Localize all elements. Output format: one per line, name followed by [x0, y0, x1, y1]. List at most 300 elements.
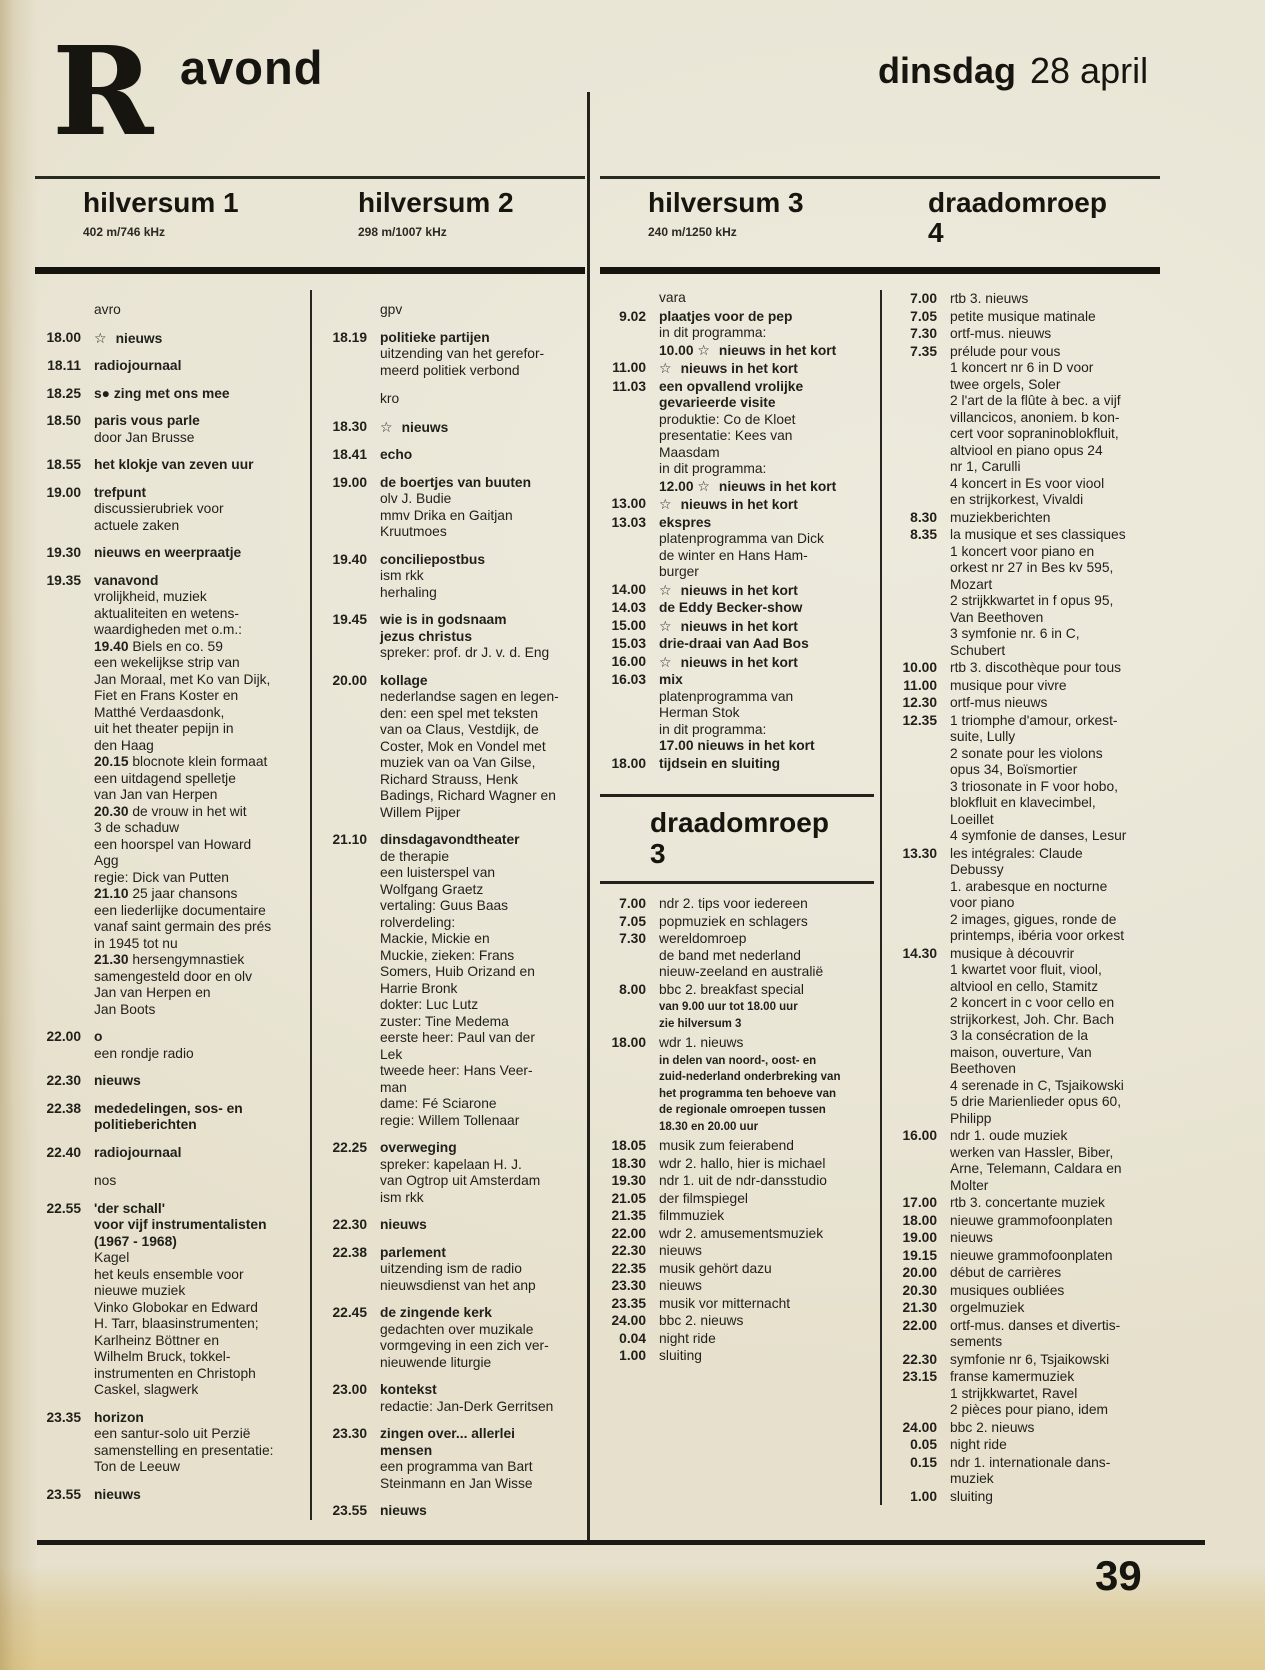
- program-detail: 1 kwartet voor fluit, viool,: [950, 962, 1102, 977]
- program-time: 19.35: [46, 572, 81, 588]
- program-detail: politieberichten: [94, 1117, 197, 1132]
- program-time: 20.00: [902, 1265, 937, 1280]
- program-time: 16.03: [611, 672, 646, 687]
- program-detail: Mackie, Mickie en: [380, 931, 490, 946]
- program-body: [380, 1382, 579, 1415]
- program-body: [950, 344, 1154, 509]
- program-time: 22.00: [611, 1225, 646, 1241]
- program-body: [94, 1073, 304, 1090]
- program-title: ☆ nieuws in het kort: [659, 496, 798, 512]
- program-time: 20.30: [902, 1282, 937, 1298]
- station-frequency: 240 m/1250 kHz: [648, 225, 737, 239]
- column-hilversum-3: [600, 290, 880, 1505]
- program-detail: 2 l'art de la flûte à bec. a vijf: [950, 393, 1121, 408]
- program-detail: nr 1, Carulli: [950, 459, 1021, 474]
- program-title: nieuws: [94, 1073, 141, 1088]
- station-header-hilversum-2: [310, 188, 585, 267]
- program-detail: regie: Willem Tollenaar: [380, 1112, 520, 1128]
- inline-time: 21.10: [94, 886, 133, 901]
- program-body: [950, 1420, 1154, 1437]
- program-body: [94, 545, 304, 562]
- program-detail: 17.00 nieuws in het kort: [659, 738, 815, 753]
- program-detail: 1 koncert nr 6 in D voor: [950, 360, 1094, 375]
- program-time: 0.15: [910, 1454, 937, 1470]
- program-detail: man: [380, 1079, 407, 1095]
- program-title: het klokje van zeven uur: [94, 457, 254, 472]
- program-row: [891, 846, 1154, 945]
- program-detail: 3 de schaduw: [94, 820, 180, 835]
- program-detail: Mozart: [950, 576, 993, 592]
- program-detail: spreker: kapelaan H. J.: [380, 1156, 522, 1172]
- program-row: [321, 612, 579, 662]
- program-time: 22.30: [611, 1243, 646, 1258]
- program-detail: 2 koncert in c voor cello en: [950, 995, 1115, 1010]
- program-row: [891, 510, 1154, 527]
- program-title: mededelingen, sos- en: [94, 1100, 243, 1116]
- program-detail: 3 symfonie nr. 6 in C,: [950, 626, 1080, 641]
- program-time: 23.15: [902, 1369, 937, 1384]
- program-time: 15.03: [611, 636, 646, 651]
- program-title: o: [94, 1029, 103, 1044]
- logo-letter-r: R: [52, 19, 154, 163]
- program-body: [659, 1138, 874, 1155]
- program-time: 16.00: [902, 1128, 937, 1143]
- program-row: [35, 1145, 304, 1162]
- program-time: 8.30: [910, 509, 937, 525]
- program-detail: een hoorspel van Howard: [94, 836, 252, 852]
- program-body: [659, 1278, 874, 1295]
- program-body: [950, 1318, 1154, 1351]
- program-body: [659, 756, 874, 773]
- program-detail: in dit programma:: [659, 721, 767, 737]
- program-title: s● zing met ons mee: [94, 385, 230, 401]
- program-row: [891, 678, 1154, 695]
- program-title: ndr 1. uit de ndr-dansstudio: [659, 1173, 827, 1188]
- program-title: nieuws: [659, 1243, 702, 1258]
- program-title: nieuwe grammofoonplaten: [950, 1247, 1113, 1263]
- program-time: 10.00: [902, 660, 937, 675]
- program-row: [35, 1410, 304, 1476]
- program-title: horizon: [94, 1409, 144, 1425]
- program-detail: Arne, Telemann, Caldara en: [950, 1161, 1122, 1176]
- program-detail: van oa Claus, Vestdijk, de: [380, 722, 539, 737]
- program-row: [321, 330, 579, 380]
- program-body: [380, 330, 579, 380]
- program-time: 19.30: [611, 1173, 646, 1188]
- program-row: [891, 344, 1154, 509]
- program-detail: 4 symfonie de danses, Lesur: [950, 828, 1127, 843]
- news-star-icon: ☆: [380, 418, 393, 435]
- program-detail: Herman Stok: [659, 705, 740, 720]
- program-time: 1.00: [619, 1348, 646, 1363]
- program-time: 13.00: [611, 496, 646, 511]
- program-detail: 1 strijkkwartet, Ravel: [950, 1385, 1078, 1401]
- program-detail: uitzending van het gerefor-: [380, 346, 545, 361]
- program-row: [600, 672, 874, 755]
- program-title: ☆ nieuws: [94, 329, 163, 346]
- program-title: ortf-mus nieuws: [950, 695, 1048, 710]
- program-body: [950, 527, 1154, 659]
- program-detail: 19.40 Biels en co. 59: [94, 638, 223, 654]
- program-time: 18.50: [46, 413, 81, 428]
- program-detail: blokfluit en klavecimbel,: [950, 795, 1096, 810]
- program-row: [600, 1278, 874, 1295]
- program-time: 0.04: [619, 1330, 646, 1346]
- program-time: 18.00: [902, 1212, 937, 1228]
- program-row: [891, 291, 1154, 308]
- program-detail: (1967 - 1968): [94, 1233, 177, 1249]
- news-star-icon: ☆: [94, 329, 107, 346]
- program-row: [600, 931, 874, 981]
- program-time: 19.15: [902, 1247, 937, 1263]
- program-time: 23.30: [332, 1426, 367, 1441]
- program-title: symfonie nr 6, Tsjaikowski: [950, 1351, 1110, 1367]
- news-star-icon: ☆: [659, 496, 672, 512]
- program-detail: muziek van oa Van Gilse,: [380, 755, 536, 770]
- program-title: parlement: [380, 1244, 446, 1260]
- program-time: 21.05: [611, 1190, 646, 1206]
- program-body: [659, 1348, 874, 1365]
- program-row: [600, 756, 874, 773]
- program-body: [659, 1208, 874, 1225]
- header-divider-bar: [600, 267, 1160, 274]
- program-time: 22.25: [332, 1140, 367, 1155]
- program-row: [321, 552, 579, 602]
- program-row: [600, 1243, 874, 1260]
- program-body: [659, 1331, 874, 1348]
- program-title: rtb 3. nieuws: [950, 291, 1029, 306]
- program-title: radiojournaal: [94, 1144, 182, 1160]
- program-detail: platenprogramma van Dick: [659, 531, 824, 546]
- program-detail: redactie: Jan-Derk Gerritsen: [380, 1398, 554, 1414]
- program-detail: actuele zaken: [94, 517, 180, 533]
- program-detail: ism rkk: [380, 568, 424, 583]
- program-detail: Steinmann en Jan Wisse: [380, 1475, 533, 1491]
- program-detail: Vinko Globokar en Edward: [94, 1299, 258, 1315]
- program-detail: Jan Moraal, met Ko van Dijk,: [94, 671, 271, 687]
- program-time: 7.00: [619, 896, 646, 911]
- program-detail: van Ogtrop uit Amsterdam: [380, 1173, 541, 1188]
- station-header-hilversum-3: [600, 188, 880, 267]
- program-body: [950, 1489, 1154, 1506]
- program-body: [659, 931, 874, 981]
- program-time: 18.55: [46, 457, 81, 472]
- program-body: [659, 672, 874, 755]
- program-time: 23.55: [332, 1503, 367, 1518]
- column-hilversum-1: [35, 290, 310, 1520]
- program-detail: in dit programma:: [659, 461, 767, 476]
- program-title: orgelmuziek: [950, 1300, 1025, 1315]
- program-time: 21.35: [611, 1208, 646, 1223]
- program-detail: vrolijkheid, muziek: [94, 589, 207, 604]
- station-name: hilversum 2: [358, 187, 514, 218]
- program-row: [891, 660, 1154, 677]
- program-detail: presentatie: Kees van: [659, 428, 793, 443]
- program-body: [380, 1217, 579, 1234]
- program-detail: Jan van Herpen en: [94, 985, 211, 1000]
- program-detail: Kruutmoes: [380, 524, 447, 539]
- program-time: 18.19: [332, 329, 367, 345]
- program-row: [35, 485, 304, 535]
- program-row: [35, 1073, 304, 1090]
- station-frequency: 298 m/1007 kHz: [358, 225, 447, 239]
- program-detail: van 9.00 uur tot 18.00 uur: [659, 1001, 798, 1013]
- program-body: [380, 1503, 579, 1520]
- program-row: [891, 946, 1154, 1128]
- program-row: [891, 1230, 1154, 1247]
- program-row: [600, 1261, 874, 1278]
- program-title: popmuziek en schlagers: [659, 913, 808, 929]
- program-row: [321, 1140, 579, 1206]
- program-detail: de winter en Hans Ham-: [659, 547, 808, 563]
- program-time: 12.35: [902, 712, 937, 728]
- program-body: [94, 1487, 304, 1504]
- program-detail: van Jan van Herpen: [94, 787, 218, 802]
- program-detail: burger: [659, 564, 699, 579]
- program-detail: dokter: Luc Lutz: [380, 997, 479, 1012]
- program-time: 7.35: [910, 343, 937, 359]
- program-time: 23.00: [332, 1382, 367, 1397]
- program-row: [600, 1156, 874, 1173]
- listings-area: [0, 176, 1265, 1520]
- program-time: 14.00: [611, 581, 646, 597]
- program-detail: Lek: [380, 1046, 403, 1062]
- program-detail: Fiet en Frans Koster en: [94, 688, 239, 703]
- program-row: [600, 600, 874, 617]
- column-draadomroep-4: [880, 290, 1160, 1505]
- program-detail: olv J. Budie: [380, 491, 452, 506]
- station-frequency: 402 m/746 kHz: [83, 225, 166, 239]
- program-title: ortf-mus. nieuws: [950, 326, 1052, 341]
- program-body: [659, 1173, 874, 1190]
- program-time: 15.00: [611, 617, 646, 633]
- program-detail: instrumenten en Christoph: [94, 1365, 256, 1381]
- program-detail: 4 serenade in C, Tsjaikowski: [950, 1077, 1124, 1093]
- program-detail: Philipp: [950, 1110, 992, 1126]
- program-title: ndr 1. oude muziek: [950, 1128, 1068, 1143]
- program-body: [950, 1437, 1154, 1454]
- program-time: 22.55: [46, 1200, 81, 1216]
- program-time: 23.35: [611, 1295, 646, 1311]
- program-row: [600, 515, 874, 581]
- program-body: [950, 1352, 1154, 1369]
- program-detail: 2 sonate pour les violons: [950, 745, 1103, 761]
- right-half: [600, 176, 1160, 1520]
- program-body: [950, 1283, 1154, 1300]
- broadcaster-label: kro: [380, 391, 400, 406]
- program-title: ☆ nieuws in het kort: [659, 617, 798, 634]
- program-title: nieuws: [659, 1278, 702, 1293]
- program-detail: nederlandse sagen en legen-: [380, 689, 559, 704]
- program-detail: Harrie Bronk: [380, 980, 458, 996]
- program-row: [600, 309, 874, 360]
- program-body: [380, 1245, 579, 1295]
- program-row: [891, 1489, 1154, 1506]
- program-row: [321, 1305, 579, 1371]
- program-detail: aktualiteiten en wetens-: [94, 605, 239, 621]
- program-time: 7.00: [910, 291, 937, 306]
- program-title: musik gehört dazu: [659, 1260, 772, 1276]
- program-body: [380, 419, 579, 437]
- program-detail: opus 34, Boïsmortier: [950, 762, 1078, 777]
- program-detail: produktie: Co de Kloet: [659, 411, 796, 427]
- program-detail: nieuwe muziek: [94, 1283, 186, 1298]
- program-detail: altviool en cello, Stamitz: [950, 978, 1098, 994]
- program-detail: samenstelling en presentatie:: [94, 1442, 274, 1458]
- program-detail: Matthé Verdaasdonk,: [94, 704, 225, 720]
- program-detail: tweede heer: Hans Veer-: [380, 1063, 533, 1078]
- program-title: ndr 1. internationale dans-: [950, 1454, 1111, 1470]
- program-row: [321, 1382, 579, 1415]
- program-title: musique à découvrir: [950, 945, 1075, 961]
- inline-time: 12.00: [659, 478, 698, 494]
- program-title: zingen over... allerlei: [380, 1426, 515, 1441]
- program-detail: den Haag: [94, 737, 154, 753]
- program-time: 7.05: [619, 913, 646, 929]
- program-title: ☆ nieuws in het kort: [659, 581, 798, 598]
- program-row: [600, 496, 874, 514]
- program-time: 13.30: [902, 845, 937, 861]
- inline-time: 20.30: [94, 803, 133, 819]
- page-number: 39: [1095, 1552, 1142, 1599]
- program-detail: Badings, Richard Wagner en: [380, 788, 556, 803]
- program-detail: Wolfgang Graetz: [380, 881, 484, 897]
- program-body: [659, 1191, 874, 1208]
- inline-time: 19.40: [94, 638, 133, 654]
- program-time: 1.00: [910, 1488, 937, 1504]
- program-body: [950, 1230, 1154, 1247]
- program-title: nieuws en weerpraatje: [94, 545, 242, 560]
- program-title: vanavond: [94, 572, 159, 588]
- program-row: [35, 545, 304, 562]
- program-detail: strijkorkest, Joh. Chr. Bach: [950, 1011, 1115, 1027]
- program-body: [659, 496, 874, 514]
- program-row: [891, 1128, 1154, 1194]
- program-title: 1 triomphe d'amour, orkest-: [950, 712, 1118, 728]
- station-header-hilversum-1: [35, 188, 310, 267]
- program-row: [600, 654, 874, 672]
- program-row: [891, 1195, 1154, 1212]
- program-body: [94, 330, 304, 348]
- program-body: [950, 678, 1154, 695]
- program-row: [600, 1348, 874, 1365]
- program-time: 18.00: [611, 1035, 646, 1050]
- program-body: [380, 832, 579, 1129]
- program-detail: een santur-solo uit Perzië: [94, 1426, 251, 1441]
- program-title: wereldomroep: [659, 931, 747, 946]
- program-detail: in delen van noord-, oost- en: [659, 1054, 817, 1067]
- header-divider-bar: [35, 267, 585, 274]
- program-row: [891, 695, 1154, 712]
- program-row: [600, 636, 874, 653]
- program-title: der filmspiegel: [659, 1190, 748, 1206]
- program-title: ☆ nieuws: [380, 418, 449, 435]
- program-detail: den: een spel met teksten: [380, 705, 538, 721]
- program-body: [950, 946, 1154, 1128]
- program-row: [891, 1265, 1154, 1282]
- program-body: [94, 573, 304, 1019]
- program-detail: suite, Lully: [950, 729, 1016, 744]
- program-title: nieuws: [94, 1486, 141, 1502]
- program-row: [600, 379, 874, 496]
- program-time: 18.00: [611, 755, 646, 771]
- program-title: wie is in godsnaam: [380, 612, 507, 627]
- program-time: 19.40: [332, 551, 367, 567]
- program-body: [94, 1145, 304, 1162]
- program-body: [94, 1029, 304, 1062]
- program-time: 8.35: [910, 527, 937, 542]
- program-row: [35, 1029, 304, 1062]
- news-star-icon: ☆: [659, 360, 672, 376]
- program-detail: 2 pièces pour piano, idem: [950, 1402, 1108, 1417]
- program-time: 7.30: [910, 326, 937, 341]
- program-row: [600, 582, 874, 600]
- program-title: ☆ nieuws in het kort: [659, 653, 798, 670]
- program-time: 0.05: [910, 1437, 937, 1452]
- program-title: les intégrales: Claude: [950, 845, 1083, 861]
- program-row: [891, 1455, 1154, 1488]
- program-detail: nieuwende liturgie: [380, 1354, 492, 1370]
- program-detail: Richard Strauss, Henk: [380, 771, 519, 787]
- program-detail: Debussy: [950, 862, 1004, 877]
- program-row: [600, 914, 874, 931]
- page-date: [878, 50, 1148, 92]
- program-body: [659, 1296, 874, 1313]
- program-body: [659, 582, 874, 600]
- program-body: [950, 660, 1154, 677]
- program-detail: Agg: [94, 853, 119, 868]
- program-detail: 2 strijkkwartet in f opus 95,: [950, 593, 1114, 608]
- station-name-line2: 3: [650, 838, 666, 869]
- program-title: nieuws: [380, 1217, 427, 1232]
- program-detail: muziek: [950, 1471, 994, 1486]
- date-text: 28 april: [1030, 50, 1149, 91]
- program-title: nieuws: [950, 1230, 993, 1245]
- inline-time: 21.30: [94, 952, 133, 967]
- program-title: een opvallend vrolijke: [659, 378, 804, 394]
- program-time: 7.30: [619, 931, 646, 946]
- program-row: [891, 1283, 1154, 1300]
- program-body: [380, 447, 579, 464]
- program-time: 18.30: [611, 1155, 646, 1171]
- program-body: [659, 654, 874, 672]
- program-detail: Beethoven: [950, 1061, 1016, 1076]
- program-time: 18.11: [47, 358, 81, 373]
- program-title: conciliepostbus: [380, 551, 486, 567]
- program-row: [891, 1300, 1154, 1317]
- program-detail: Ton de Leeuw: [94, 1459, 180, 1474]
- program-title: rtb 3. discothèque pour tous: [950, 660, 1122, 675]
- program-body: [659, 618, 874, 636]
- program-detail: 21.10 25 jaar chansons: [94, 886, 238, 901]
- program-detail: een luisterspel van: [380, 865, 496, 880]
- broadcaster-label: gpv: [380, 302, 403, 317]
- program-time: 9.02: [619, 308, 646, 324]
- program-title: ekspres: [659, 514, 712, 530]
- program-row: [35, 1201, 304, 1399]
- program-body: [94, 358, 304, 375]
- weekday: dinsdag: [878, 50, 1017, 91]
- program-detail: uit het theater pepijn in: [94, 721, 234, 736]
- program-row: [35, 573, 304, 1019]
- program-detail: nieuw-zeeland en australië: [659, 964, 824, 979]
- program-body: [950, 1265, 1154, 1282]
- program-row: [35, 457, 304, 474]
- program-detail: 20.15 blocnote klein formaat: [94, 754, 268, 769]
- station-header-draadomroep-4: [880, 188, 1160, 267]
- program-time: 19.30: [46, 545, 81, 560]
- program-body: [659, 600, 874, 617]
